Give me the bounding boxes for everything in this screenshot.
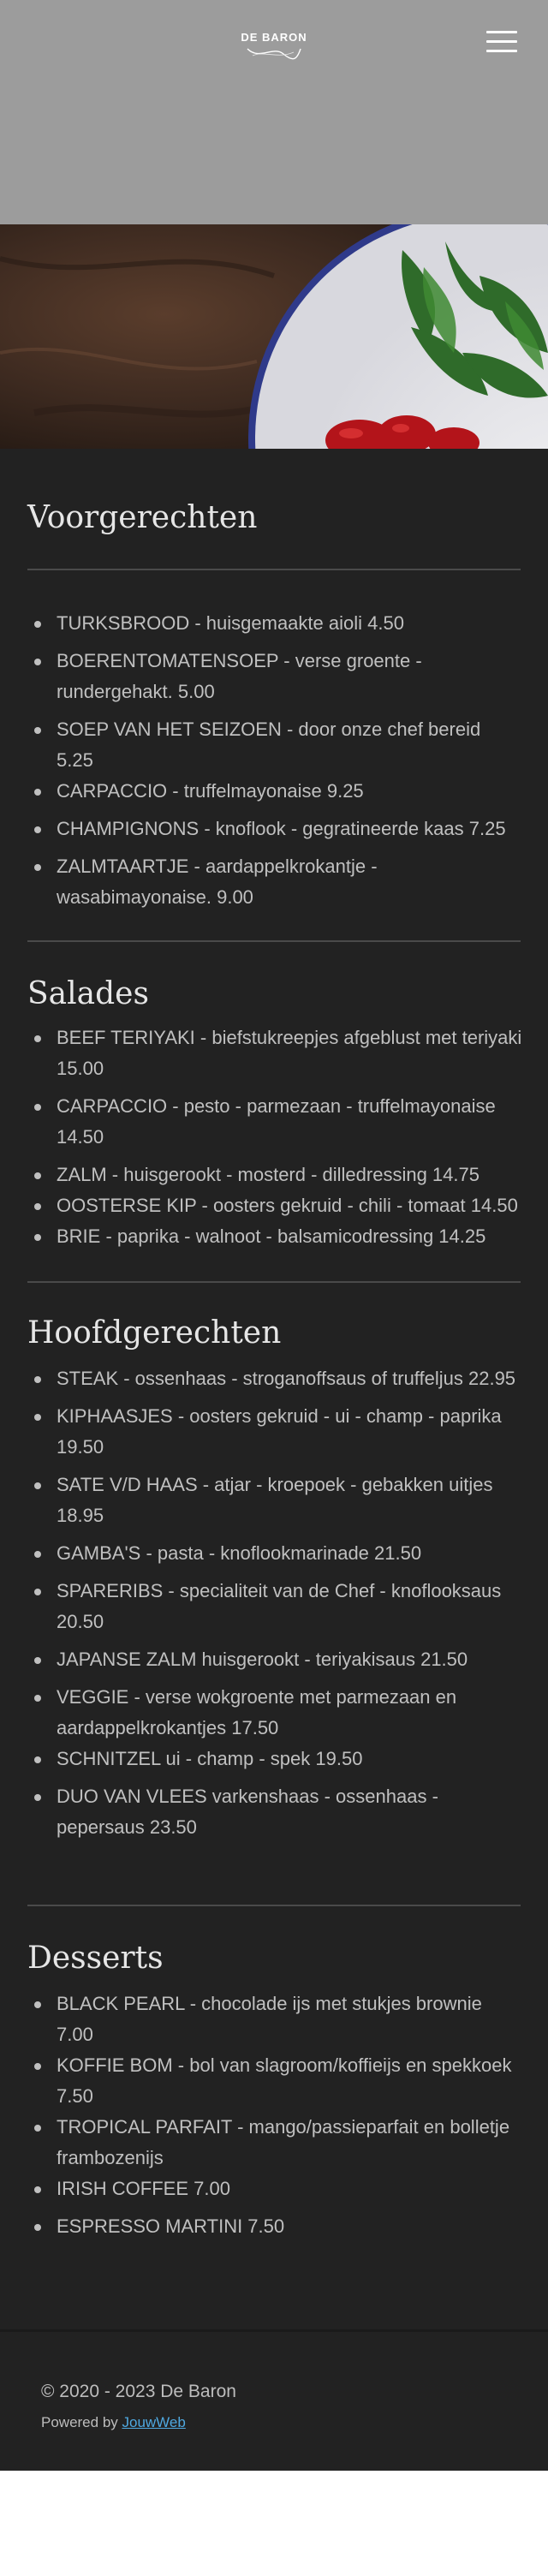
hero-image (0, 224, 548, 449)
section-title-salades: Salades (27, 976, 149, 1011)
list-item: KOFFIE BOM - bol van slagroom/koffieijs en spekkoek 7.50 (0, 2050, 548, 2112)
voorgerechten-list (0, 608, 548, 913)
hamburger-menu-icon[interactable] (485, 29, 519, 55)
list-item: SCHNITZEL ui - champ - spek 19.50 (0, 1744, 548, 1774)
list-item: BEEF TERIYAKI - biefstukreepjes afgeblust met teriyaki 15.00 (0, 1023, 548, 1084)
section-divider (27, 1281, 521, 1283)
logo-swoosh-icon (244, 44, 304, 63)
list-item: SATE V/D HAAS - atjar - kroepoek - gebakken uitjes 18.95 (0, 1470, 548, 1531)
list-item: VEGGIE - verse wokgroente met parmezaan en aardappelkrokantjes 17.50 (0, 1682, 548, 1744)
list-item: CHAMPIGNONS - knoflook - gegratineerde kaas 7.25 (0, 814, 548, 844)
list-item: BOERENTOMATENSOEP - verse groente - rundergehakt. 5.00 (0, 646, 548, 707)
copyright-text: © 2020 - 2023 De Baron (41, 2382, 236, 2401)
powered-by (41, 2414, 186, 2431)
list-item: CARPACCIO - pesto - parmezaan - truffelmayonaise 14.50 (0, 1091, 548, 1153)
list-item: KIPHAASJES - oosters gekruid - ui - champ - paprika 19.50 (0, 1401, 548, 1463)
list-item: ZALMTAARTJE - aardappelkrokantje - wasabimayonaise. 9.00 (0, 851, 548, 913)
list-item: IRISH COFFEE 7.00 (0, 2174, 548, 2204)
logo-text: DE BARON (241, 31, 307, 44)
hoofdgerechten-list (0, 1363, 548, 1843)
site-logo[interactable] (231, 26, 317, 69)
list-item: ESPRESSO MARTINI 7.50 (0, 2211, 548, 2242)
list-item: TURKSBROOD - huisgemaakte aioli 4.50 (0, 608, 548, 639)
list-item: TROPICAL PARFAIT - mango/passieparfait en bolletje frambozenijs (0, 2112, 548, 2174)
menu-content (0, 449, 548, 2329)
section-title-desserts: Desserts (27, 1941, 164, 1976)
section-title-voorgerechten: Voorgerechten (27, 500, 258, 535)
list-item: OOSTERSE KIP - oosters gekruid - chili - tomaat 14.50 (0, 1190, 548, 1221)
site-header (0, 0, 548, 224)
dish-plate-icon (0, 224, 548, 449)
list-item: ZALM - huisgerookt - mosterd - dilledressing 14.75 (0, 1160, 548, 1190)
list-item: BRIE - paprika - walnoot - balsamicodressing 14.25 (0, 1221, 548, 1252)
section-divider (27, 569, 521, 570)
list-item: SPARERIBS - specialiteit van de Chef - knoflooksaus 20.50 (0, 1576, 548, 1637)
section-title-hoofdgerechten: Hoofdgerechten (27, 1315, 282, 1351)
salades-list (0, 1023, 548, 1252)
list-item: JAPANSE ZALM huisgerookt - teriyakisaus 21.50 (0, 1644, 548, 1675)
site-footer (0, 2329, 548, 2471)
powered-by-prefix: Powered by (41, 2414, 122, 2430)
list-item: GAMBA'S - pasta - knoflookmarinade 21.50 (0, 1538, 548, 1569)
desserts-list (0, 1989, 548, 2242)
list-item: BLACK PEARL - chocolade ijs met stukjes brownie 7.00 (0, 1989, 548, 2050)
list-item: STEAK - ossenhaas - stroganoffsaus of truffeljus 22.95 (0, 1363, 548, 1394)
jouwweb-link[interactable]: JouwWeb (122, 2414, 186, 2430)
list-item: CARPACCIO - truffelmayonaise 9.25 (0, 776, 548, 807)
list-item: SOEP VAN HET SEIZOEN - door onze chef bereid 5.25 (0, 714, 548, 776)
section-divider (27, 940, 521, 942)
list-item: DUO VAN VLEES varkenshaas - ossenhaas - pepersaus 23.50 (0, 1781, 548, 1843)
section-divider (27, 1905, 521, 1906)
